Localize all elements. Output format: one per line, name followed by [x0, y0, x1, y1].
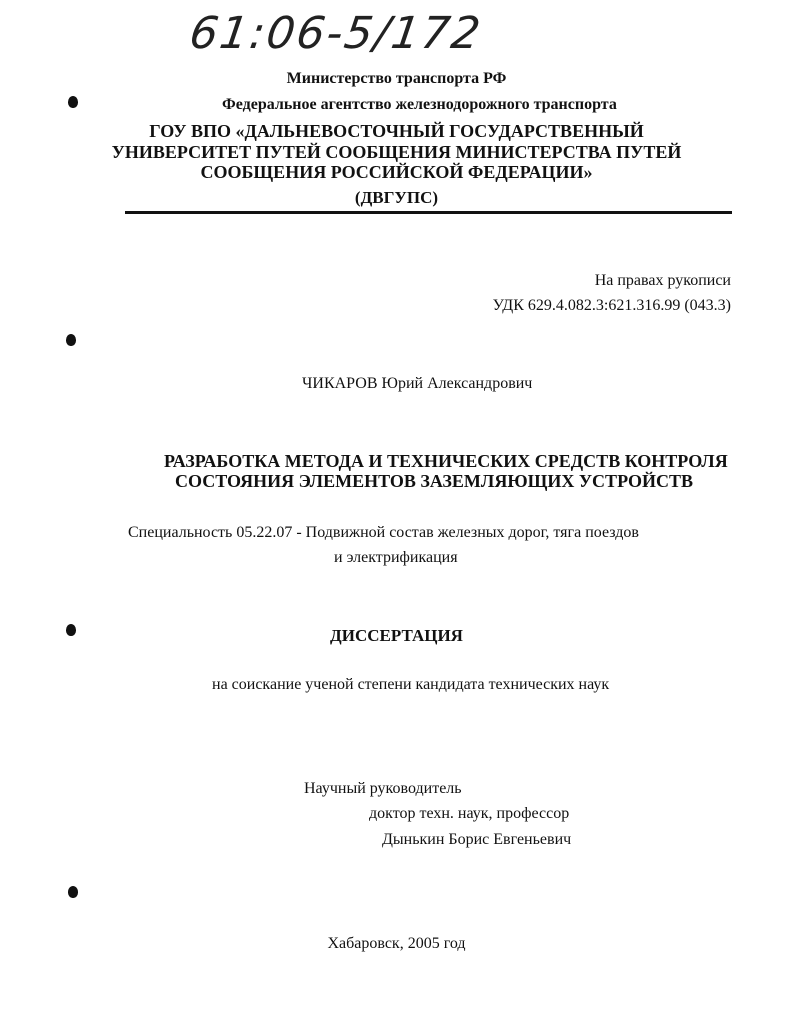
- university-line-2: УНИВЕРСИТЕТ ПУТЕЙ СООБЩЕНИЯ МИНИСТЕРСТВА ПУТЕЙ: [111, 142, 682, 162]
- supervisor-name: Дынькин Борис Евгеньевич: [382, 831, 572, 848]
- degree-line: на соискание ученой степени кандидата технических наук: [212, 676, 610, 693]
- dissertation-label: ДИССЕРТАЦИЯ: [330, 626, 463, 645]
- supervisor-rank: доктор техн. наук, профессор: [369, 805, 570, 822]
- title-line-1: РАЗРАБОТКА МЕТОДА И ТЕХНИЧЕСКИХ СРЕДСТВ КОНТРОЛЯ: [164, 451, 728, 471]
- author-name: ЧИКАРОВ Юрий Александрович: [302, 375, 533, 392]
- university-line-1: ГОУ ВПО «ДАЛЬНЕВОСТОЧНЫЙ ГОСУДАРСТВЕННЫЙ: [149, 121, 644, 141]
- binding-hole-mark: [68, 886, 78, 898]
- title-line-2: СОСТОЯНИЯ ЭЛЕМЕНТОВ ЗАЗЕМЛЯЮЩИХ УСТРОЙСТВ: [175, 471, 693, 491]
- header-divider: [125, 211, 732, 214]
- specialty-line-2: и электрификация: [334, 549, 458, 566]
- binding-hole-mark: [66, 334, 76, 346]
- binding-hole-mark: [66, 624, 76, 636]
- binding-hole-mark: [68, 96, 78, 108]
- udk-code: УДК 629.4.082.3:621.316.99 (043.3): [492, 297, 731, 314]
- supervisor-label: Научный руководитель: [304, 780, 462, 797]
- archive-number-handwritten: 61:06-5/172: [186, 8, 486, 59]
- manuscript-rights: На правах рукописи: [594, 272, 731, 289]
- ministry-line: Министерство транспорта РФ: [286, 70, 507, 87]
- agency-line: Федеральное агентство железнодорожного транспорта: [222, 96, 617, 113]
- specialty-line-1: Специальность 05.22.07 - Подвижной состав железных дорог, тяга поездов: [128, 524, 639, 541]
- university-abbr: (ДВГУПС): [354, 188, 439, 207]
- university-line-3: СООБЩЕНИЯ РОССИЙСКОЙ ФЕДЕРАЦИИ»: [200, 162, 593, 182]
- place-year: Хабаровск, 2005 год: [327, 935, 466, 952]
